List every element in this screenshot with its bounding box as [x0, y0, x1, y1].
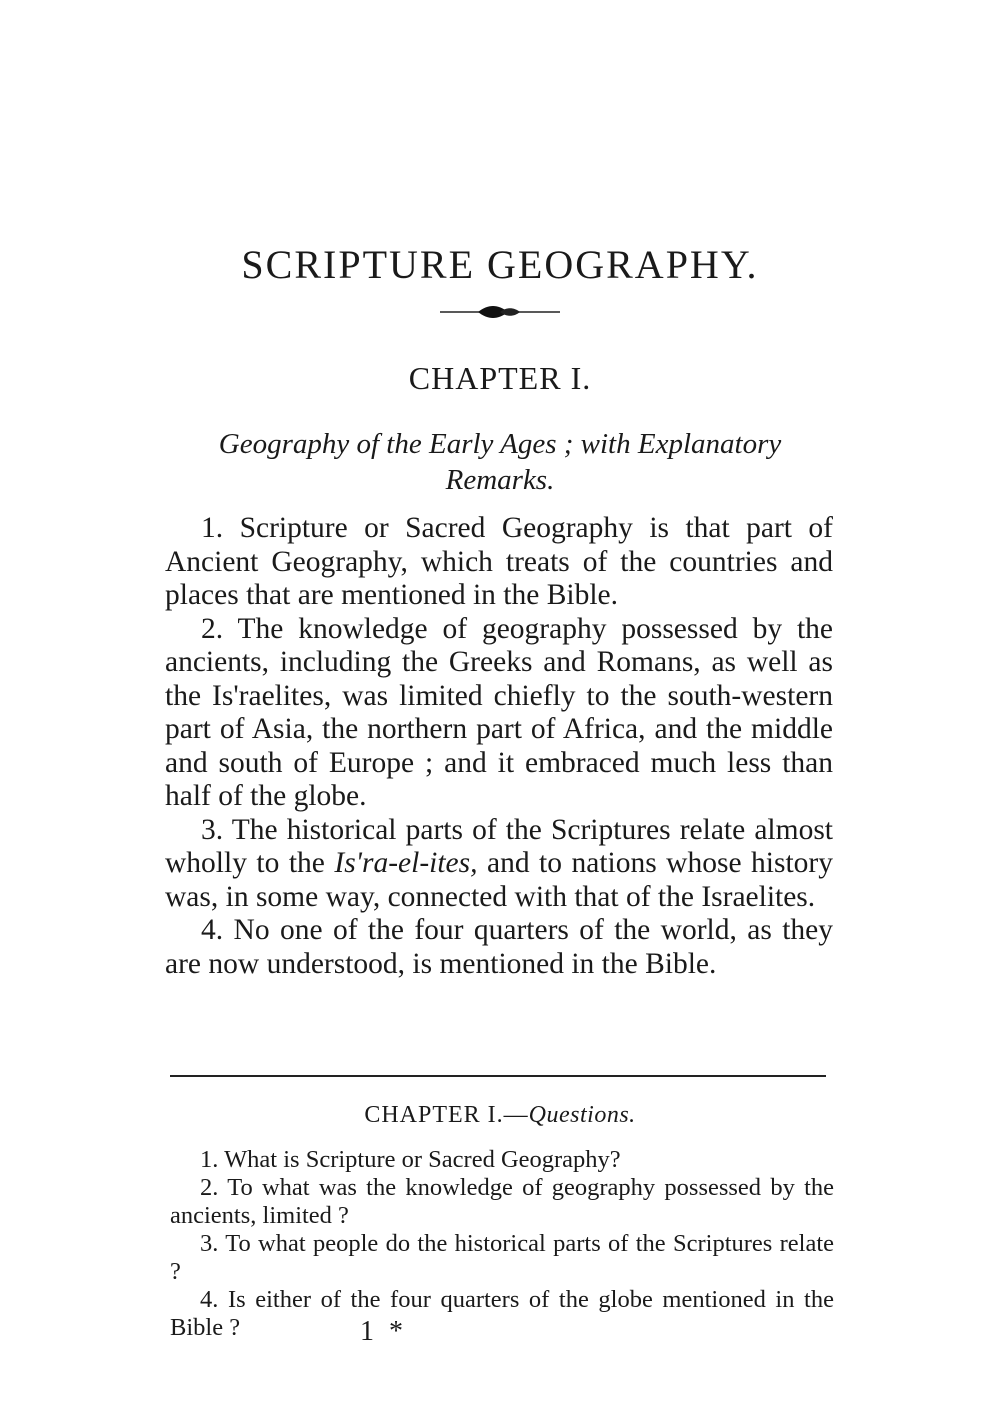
- question-text: To what was the knowledge of geography possessed by the ancients, limited ?: [170, 1174, 834, 1229]
- question-item: [170, 1230, 834, 1286]
- paragraph-text-after: and to nations whose history was, in some way, connected with that of the Israelites.: [165, 847, 833, 913]
- question-number: 3.: [200, 1230, 219, 1257]
- paragraph: [165, 914, 833, 981]
- rule-ornament-icon: [440, 300, 560, 324]
- questions-heading: [0, 1102, 1000, 1129]
- paragraph: [165, 814, 833, 915]
- paragraph-text: [165, 814, 833, 913]
- paragraph-italic-term: Is'ra-el-ites,: [334, 847, 478, 879]
- paragraph-number: 1.: [201, 512, 224, 544]
- question-number: 4.: [200, 1286, 219, 1313]
- question-number: 1.: [200, 1146, 219, 1173]
- chapter-body: [165, 512, 833, 981]
- paragraph-text: Scripture or Sacred Geography is that part of Ancient Geography, which treats of the countries and places that are mentioned in the Bible.: [165, 512, 833, 611]
- questions-heading-prefix: CHAPTER I.—: [364, 1102, 529, 1128]
- chapter-heading: CHAPTER I.: [408, 360, 592, 396]
- question-text: To what people do the historical parts of the Scriptures relate ?: [170, 1230, 835, 1285]
- question-item: [170, 1174, 834, 1230]
- chapter-subtitle: Geography of the Early Ages ; with Explanatory Remarks.: [218, 428, 782, 496]
- section-divider: [170, 1075, 826, 1077]
- question-number: 2.: [200, 1174, 219, 1201]
- question-text: Is either of the four quarters of the globe mentioned in the Bible ?: [170, 1286, 834, 1341]
- paragraph-number: 2.: [201, 612, 224, 645]
- signature-mark: 1 *: [360, 1316, 407, 1347]
- question-item: [170, 1286, 834, 1342]
- questions-heading-italic: Questions.: [528, 1102, 636, 1128]
- paragraph-text-before: The historical parts of the Scriptures relate almost wholly to the: [165, 813, 834, 879]
- questions-list: [170, 1146, 834, 1342]
- paragraph: [165, 613, 833, 814]
- paragraph-number: 3.: [201, 813, 224, 846]
- page-title: SCRIPTURE GEOGRAPHY.: [241, 241, 759, 287]
- question-text: What is Scripture or Sacred Geography?: [224, 1146, 621, 1173]
- paragraph: [165, 512, 833, 613]
- paragraph-text: No one of the four quarters of the world, as they are now understood, is mentioned in the Bible.: [165, 914, 833, 980]
- paragraph-number: 4.: [201, 914, 224, 946]
- paragraph-text: The knowledge of geography possessed by the ancients, including the Greeks and Romans, as well as the Is'raelites, was limited chiefly to the south-western part of Asia, the northern part of Africa, and the middle and south of Europe ; and it embraced much less than half of the globe.: [165, 612, 833, 812]
- question-item: [170, 1146, 834, 1174]
